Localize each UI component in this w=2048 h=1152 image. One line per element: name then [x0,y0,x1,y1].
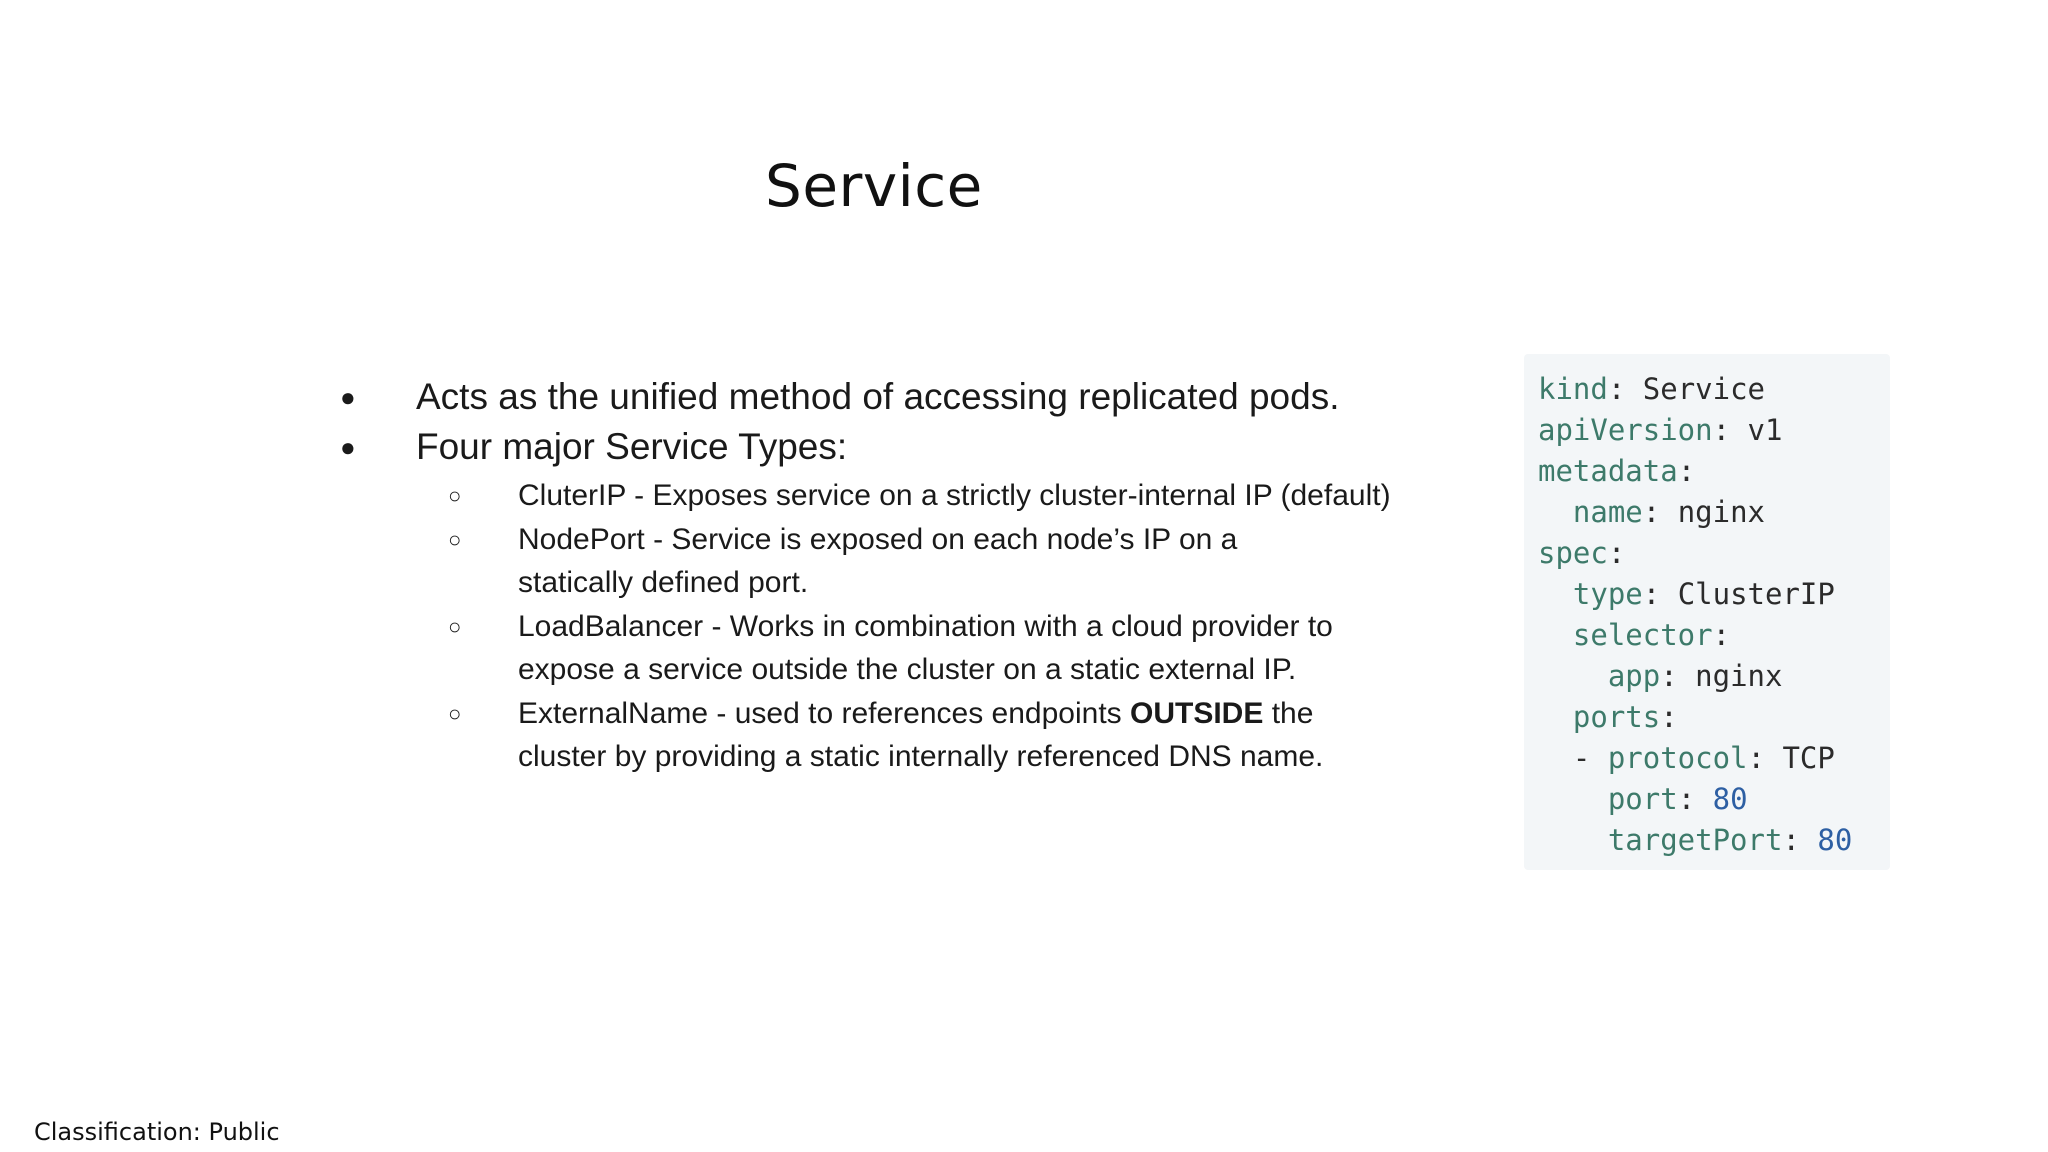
code-indent: - [1538,741,1608,775]
code-separator: : [1747,741,1765,775]
code-separator: : [1677,782,1696,816]
code-value: TCP [1765,741,1835,775]
classification-label: Classification: Public [34,1118,280,1146]
code-line [1538,738,1852,779]
code-key: kind [1538,372,1608,406]
code-indent [1538,823,1608,857]
code-separator: : [1782,823,1800,857]
code-key: type [1572,577,1643,611]
code-separator: : [1712,413,1731,447]
sub-bullet-circle-icon: ○ [448,700,462,726]
code-indent [1538,782,1608,816]
service-type-text: statically defined port. [518,566,809,599]
code-value: nginx [1660,495,1765,529]
service-type-text: CluterIP - Exposes service on a strictly cluster-internal IP (default) [518,479,1391,512]
code-line [1538,451,1852,492]
code-line [1538,533,1852,574]
code-separator: : [1642,577,1661,611]
bullet-item [340,372,1450,422]
code-key: apiVersion [1538,413,1713,447]
code-value: 80 [1799,823,1853,857]
bullet-dot-icon: ● [340,382,356,412]
code-indent [1538,700,1573,734]
code-line [1538,779,1852,820]
code-line [1538,820,1852,861]
code-block [1538,369,1852,861]
code-key: targetPort [1607,823,1783,857]
code-line [1538,369,1852,410]
bullet-item [340,422,1450,472]
code-indent [1538,659,1608,693]
code-value: nginx [1677,659,1783,693]
bullet-list [340,372,1450,779]
bullet-dot-icon: ● [340,432,356,462]
code-separator: : [1712,618,1731,652]
code-indent [1538,618,1573,652]
code-line [1538,697,1852,738]
service-type-text: NodePort - Service is exposed on each node’s IP on a [518,522,1238,556]
service-type-loadbalancer [340,605,1450,692]
code-separator: : [1607,536,1626,570]
sub-bullet-circle-icon: ○ [448,526,462,552]
text-run: ExternalName - used to references endpoints [518,696,1130,730]
yaml-code-snippet [1524,354,1890,870]
code-key: app [1607,659,1661,693]
code-line [1538,410,1852,451]
code-line [1538,574,1852,615]
slide-title: Service [765,152,983,220]
text-run: the [1263,696,1314,730]
sub-bullet-circle-icon: ○ [448,483,462,508]
service-type-text [518,692,1450,736]
service-type-text: cluster by providing a static internally referenced DNS name. [518,740,1324,773]
code-separator: : [1642,495,1661,529]
code-indent [1538,495,1573,529]
code-separator: : [1607,372,1626,406]
service-type-text: LoadBalancer - Works in combination with a cloud provider to [518,609,1333,643]
code-indent [1538,577,1573,611]
service-type-list [340,474,1450,779]
code-key: spec [1538,536,1608,570]
code-value: ClusterIP [1660,577,1835,611]
code-value: v1 [1730,413,1783,447]
service-type-externalname [340,692,1450,779]
bullet-text: Four major Service Types: [416,426,848,467]
code-line [1538,492,1852,533]
code-key: metadata [1538,454,1678,488]
code-separator: : [1677,454,1696,488]
code-line [1538,656,1852,697]
code-key: selector [1572,618,1713,652]
code-separator: : [1660,659,1678,693]
service-type-clusterip [340,474,1450,518]
service-type-text: expose a service outside the cluster on a static external IP. [518,653,1297,686]
code-key: port [1607,782,1678,816]
code-key: name [1572,495,1643,529]
code-line [1538,615,1852,656]
code-value: 80 [1695,782,1748,816]
code-key: ports [1572,700,1661,734]
service-type-nodeport [340,518,1450,605]
code-value: Service [1625,372,1765,406]
code-separator: : [1660,700,1678,734]
sub-bullet-circle-icon: ○ [448,613,462,639]
code-key: protocol [1607,741,1748,775]
bullet-text: Acts as the unified method of accessing replicated pods. [416,376,1340,417]
emphasis-outside: OUTSIDE [1130,696,1264,730]
